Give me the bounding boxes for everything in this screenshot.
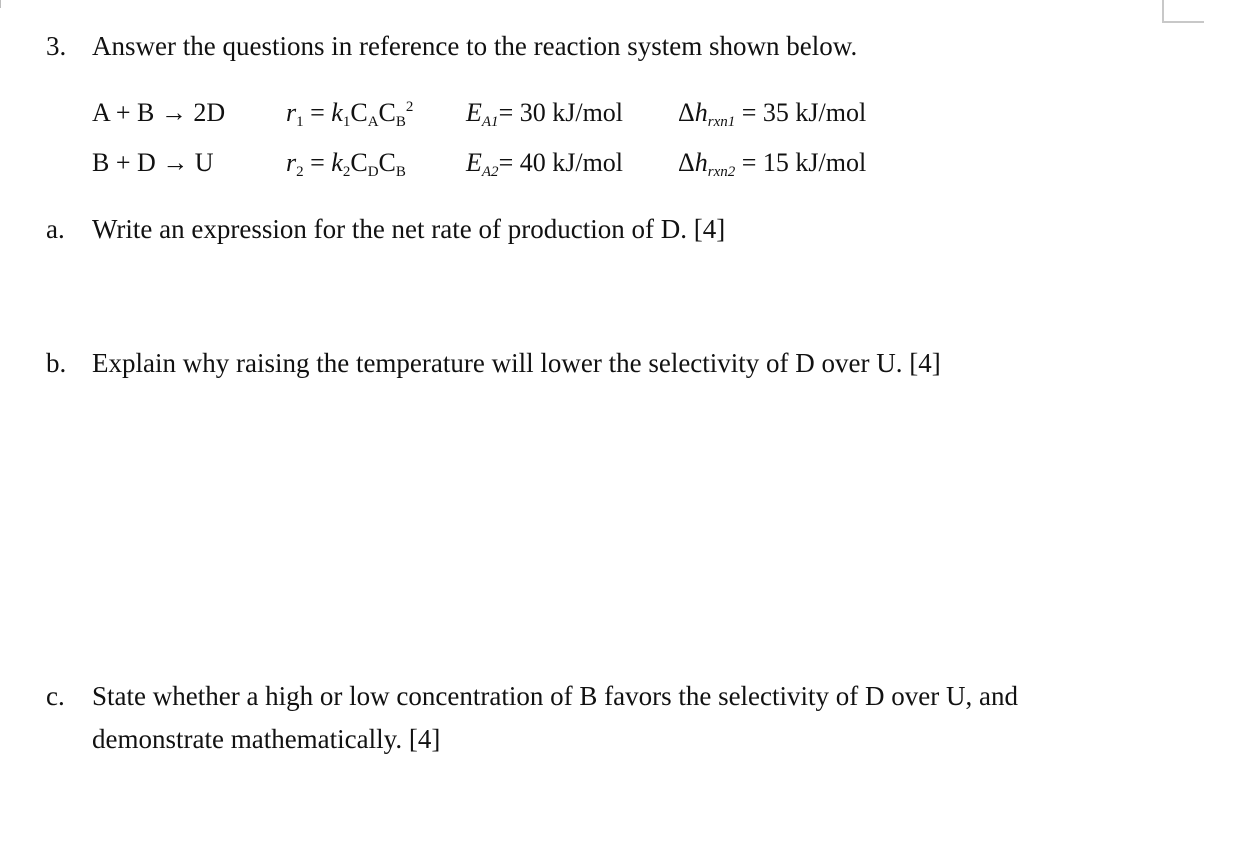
question-number: 3. (46, 31, 67, 61)
activation-energy-1: EA1= 30 kJ/mol (466, 98, 624, 130)
part-c-text-line-2: demonstrate mathematically. [4] (92, 724, 441, 754)
reaction-equation-1: A + B → 2D (92, 98, 226, 127)
activation-energy-2: EA2= 40 kJ/mol (466, 148, 624, 180)
reaction-enthalpy-2: Δhrxn2 = 15 kJ/mol (678, 148, 867, 180)
part-c-label: c. (46, 681, 65, 711)
page-corner-marker (1162, 0, 1204, 23)
reaction-enthalpy-1: Δhrxn1 = 35 kJ/mol (678, 98, 867, 130)
page-edge-tick (0, 0, 1, 8)
part-c-text-line-1: State whether a high or low concentration of B favors the selectivity of D over U, and (92, 681, 1018, 711)
part-b-text: Explain why raising the temperature will lower the selectivity of D over U. [4] (92, 348, 941, 378)
part-b-label: b. (46, 348, 67, 378)
rate-law-1: $r1 = k1CACB^2$ (286, 98, 414, 130)
reaction-equation-2: B + D → U (92, 148, 214, 177)
part-a-label: a. (46, 214, 65, 244)
question-prompt: Answer the questions in reference to the reaction system shown below. (92, 31, 858, 61)
rate-law-2: r2 = k2CDCB (286, 148, 406, 180)
part-a-text: Write an expression for the net rate of production of D. [4] (92, 214, 726, 244)
